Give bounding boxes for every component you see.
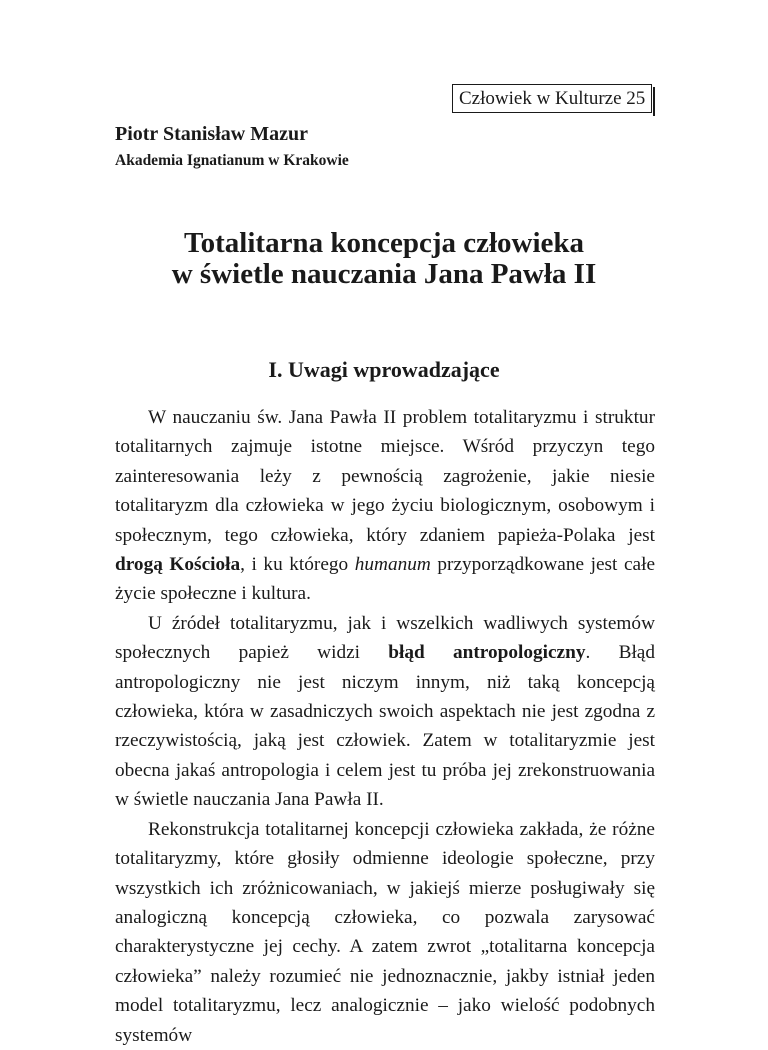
- paragraph: [115, 815, 655, 1050]
- journal-label-box: Człowiek w Kulturze 25: [452, 84, 652, 113]
- title-line: w świetle nauczania Jana Pawła II: [171, 258, 597, 290]
- text-run: Rekonstrukcja totalitarnej koncepcji człowieka zakłada, że różne totalitaryzmy, które głosiły odmienne ideologie społeczne, przy wszystkich ich zróżnicowaniach, w jakiejś mierze posługiwały się analogiczną koncepcją człowieka, co pozwala zarysować charakterystyczne jej cechy. A zatem zwrot „totalitarna koncepcja człowieka” należy rozumieć nie jednoznacznie, jakby istniał jeden model totalitaryzmu, lecz analogicznie – jako wielość podobnych systemów: [115, 818, 655, 1046]
- article-title: [0, 228, 768, 290]
- bold-text: drogą Kościoła: [115, 554, 241, 576]
- italic-text: humanum: [354, 554, 431, 576]
- author-affiliation: Akademia Ignatianum w Krakowie: [115, 152, 349, 169]
- text-run: , i ku którego: [240, 554, 355, 576]
- text-run: U źródeł totalitaryzmu, jak i wszelkich wadliwych systemów społecznych papież widzi: [115, 612, 655, 664]
- bold-text: błąd antropologiczny: [388, 642, 586, 664]
- text-run: W nauczaniu św. Jana Pawła II problem totalitaryzmu i struktur totalitarnych zajmuje istotne miejsce. Wśród przyczyn tego zainteresowania leży z pewnością zagrożenie, jakie niesie totalitaryzm dla człowieka w jego życiu biologicznym, osobowym i społecznym, tego człowieka, który zdaniem papieża-Polaka jest: [115, 407, 655, 546]
- body-text: [115, 403, 655, 1050]
- author-name: Piotr Stanisław Mazur: [115, 123, 308, 145]
- paragraph: [115, 403, 655, 609]
- text-run: . Błąd antropologiczny nie jest niczym innym, niż taką koncepcją człowieka, która w zasadniczych swoich aspektach nie jest zgodna z rzeczywistością, jaką jest człowiek. Zatem w totalitaryzmie jest obecna jakaś antropologia i celem jest tu próba jej zrekonstruowania w świetle nauczania Jana Pawła II.: [115, 642, 655, 811]
- paragraph: [115, 609, 655, 815]
- title-line: Totalitarna koncepcja człowieka: [183, 227, 585, 259]
- section-heading: I. Uwagi wprowadzające: [268, 357, 500, 382]
- text-run: przyporządkowane jest całe życie społeczne i kultura.: [115, 554, 655, 605]
